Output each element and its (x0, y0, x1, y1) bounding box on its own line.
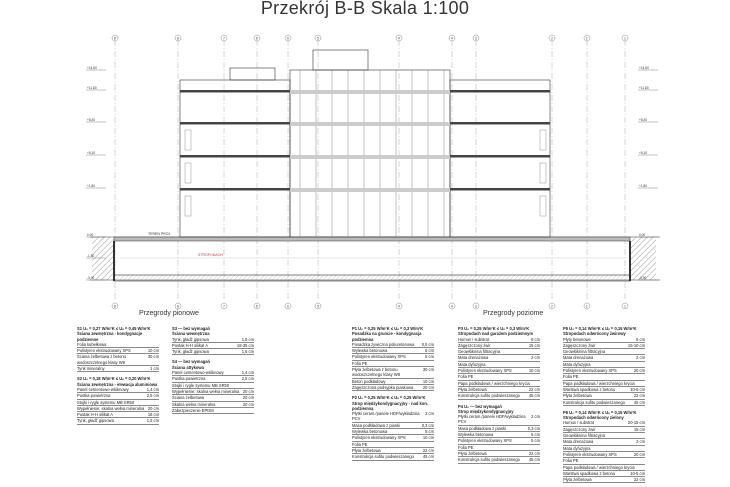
layer-thickness: 10 cm (528, 368, 540, 374)
partition-heading: Posadzka na gruncie - kondygnacja podziemna (352, 331, 422, 342)
axis-label: 4 (451, 36, 453, 41)
layer-name: Ściana żelbetowa z betonu wodoszczelnego klasy W8 (77, 354, 126, 365)
layer-thickness: 30 cm (147, 354, 159, 360)
layer-name: Płyta żelbetowa (458, 386, 487, 392)
floor-slabs (180, 90, 550, 191)
layer-thickness: 2,5 cm (146, 393, 159, 399)
axis-label: 8 (177, 36, 179, 41)
layer-name: Pustka powietrzna (77, 393, 111, 399)
layer-name: Tynk, gładź gipsowa (172, 349, 209, 355)
level-label: -3,90 (87, 276, 95, 280)
layer-name: Wylewka betonowa (352, 429, 388, 435)
layer-name: Płytki ceram./panele HDF/wykładzina PCV (352, 411, 420, 422)
axis-label: 7 (223, 304, 225, 309)
layer-name: Humus / substrat (563, 420, 594, 426)
layer-name: Folia PE (352, 360, 368, 366)
level-label: -3,90 (639, 276, 647, 280)
layer-name: Mata dyfuzyjna (458, 361, 486, 367)
layer-name: Masa podkładowa z pianki (352, 422, 401, 428)
partition-spec (352, 395, 434, 460)
soil-right (630, 237, 656, 280)
layer-thickness: 0,3 cm (527, 425, 540, 431)
partition-spec (172, 359, 254, 414)
axis-label: 1' (585, 36, 589, 41)
layer-name: Konstrukcja sufitu podwieszanego (563, 399, 625, 405)
level-label: +11,80 (639, 86, 649, 90)
layer-thickness: 2 cm (425, 411, 434, 417)
layer-name: Humus / substrat (458, 336, 489, 342)
layer-thickness: 15 cm (528, 342, 540, 348)
layer-thickness: 10-5 cm (630, 470, 645, 476)
axis-label: 6' (255, 304, 259, 309)
axis-label: 1 (624, 36, 626, 41)
layer-row (458, 393, 540, 399)
layer-name: Zagęszczony żwir (563, 426, 596, 432)
partition-heading: Stropodach odwrócony żwirowy (563, 331, 626, 337)
spec-column-1 (77, 326, 159, 429)
axis-label: 8' (113, 36, 117, 41)
layer-thickness: 2 cm (636, 439, 645, 445)
partition-spec (458, 404, 540, 464)
partition-heading: P2 U₀ = 0,25 W/m²K ≤ Uₙ = 0,25 W/m²K (352, 395, 426, 401)
atrium-bands (290, 90, 450, 192)
layer-name: Ściana żelbetowa (172, 395, 205, 401)
axis-label: 3 (475, 304, 477, 309)
layer-name: Masa podkładowa z pianki (458, 425, 507, 431)
partition-spec (458, 326, 540, 400)
layer-thickness: 1 cm (150, 366, 159, 372)
layer-name: Papa podkładowa / wierzchniego krycia (563, 380, 635, 386)
layer-name: Pustka powietrzna (172, 376, 206, 382)
layer-thickness: 5 cm (425, 348, 434, 354)
partition-heading: S2 U₀ = 0,18 W/m²K ≤ Uₙ = 0,20 W/m²K (77, 376, 151, 382)
layer-thickness: 2 cm (531, 414, 540, 420)
spec-column-3 (352, 326, 434, 465)
layer-thickness: 15 cm (633, 426, 645, 432)
layer-thickness: 20 cm (242, 395, 254, 401)
partition-spec (77, 376, 159, 424)
soil-left (92, 237, 114, 280)
layer-name: Stojki i rygle systemu MB SR50 (172, 382, 230, 388)
level-label: -1,80 (87, 254, 95, 258)
level-label: +8,40 (87, 118, 96, 122)
layer-thickness: 1,5 cm (241, 349, 254, 355)
partition-spec (352, 326, 434, 391)
level-label: +1,80 (87, 184, 96, 188)
spec-column-5 (563, 326, 645, 487)
partition-heading: Ściana zewnętrzna - kondygnacje podziemne (77, 331, 143, 342)
partition-heading: Stropodach nad garażem podziemnym (458, 331, 534, 337)
axis-label: 8 (177, 304, 179, 309)
horizontal-partitions-title: Przegrody poziome (483, 310, 544, 317)
layer-name: Beton podkładowy (352, 378, 386, 384)
layer-thickness: 18 cm (147, 412, 159, 418)
layer-thickness: 20 cm (242, 401, 254, 407)
layer-row (352, 367, 434, 379)
partition-heading: Ściana wewnętrzna (172, 331, 210, 337)
layer-name: Folia PE (458, 444, 474, 450)
layer-name: Posadzka żywiczna poliuretanowa (352, 341, 415, 347)
layer-thickness: 20 cm (147, 405, 159, 411)
layer-thickness: 22 cm (422, 447, 434, 453)
axis-label: 4' (397, 304, 401, 309)
level-label: +1,80 (639, 184, 648, 188)
partition-heading: P3 U₀ = 0,25 W/m²K ≤ Uₙ = 0,3 W/m²K (458, 326, 530, 331)
layer-name: Tynk, gładź gipsowa (77, 418, 114, 424)
level-label: 0,00 (639, 233, 646, 237)
layer-thickness: 5 cm (425, 429, 434, 435)
partition-spec (77, 326, 159, 372)
layer-name: Papa podkładowa / wierzchniego krycia (458, 380, 530, 386)
layer-name: Folia PE (352, 441, 368, 447)
layer-name: Płytki ceram./panele HDF/wykładzina PCV (458, 414, 526, 425)
layer-thickness: 22 cm (528, 386, 540, 392)
layer-row (352, 385, 434, 391)
layer-thickness: 45 cm (528, 393, 540, 399)
layer-row (563, 400, 645, 406)
layer-row (77, 418, 159, 424)
layer-name: Pustak H-H silikat A (172, 342, 208, 348)
layer-name: Zagęszczona podsypka piaskowa (352, 384, 414, 390)
layer-row (77, 366, 159, 372)
layer-thickness: 1,5 cm (241, 336, 254, 342)
partition-heading: P6 U₀ = 0,14 W/m²K ≤ Uₙ = 0,15 W/m²K (563, 409, 637, 415)
layer-thickness: 30 cm (422, 367, 434, 373)
layer-name: Folia PE (563, 458, 579, 464)
layer-row (458, 414, 540, 426)
layer-name: Tynk mineralny (77, 366, 105, 372)
layer-name: Wypełnienie: skalna wełna mineralna (77, 405, 145, 411)
partition-heading: P4 U₀ — bez wymagań (458, 403, 502, 409)
layer-name: Warstwa spadkowa z betonu (563, 470, 616, 476)
axis-label: 2 (551, 36, 553, 41)
axis-label: 6 (287, 304, 289, 309)
layer-thickness: 10 cm (422, 378, 434, 384)
layer-thickness: 1,4 cm (241, 370, 254, 376)
terrain-label: TEREN PROJ. (148, 232, 172, 236)
layer-row (172, 349, 254, 355)
layer-name: Konstrukcja sufitu podwieszanego (458, 457, 520, 463)
level-label: +14,60 (87, 66, 97, 70)
layer-thickness: 10 cm (147, 348, 159, 354)
axis-label: 8' (113, 304, 117, 309)
layer-row (77, 354, 159, 366)
axis-label: 6' (255, 36, 259, 41)
terrain (90, 237, 660, 280)
layer-name: Panel cementowo-włóknowy (172, 370, 224, 376)
axis-label: 3 (475, 36, 477, 41)
layer-name: Płyta żelbetowa (458, 450, 487, 456)
partition-heading: P1 U₀ = 0,25 W/m²K ≤ Uₙ = 0,3 W/m²K (352, 326, 424, 331)
vertical-partitions-title: Przegrody pionowe (139, 310, 199, 317)
layer-name: Papa podkładowa / wierzchniego krycia (563, 464, 635, 470)
layer-name: Płyta żelbetowa (563, 477, 592, 483)
layer-name: Mata dyfuzyjna (563, 445, 591, 451)
layer-thickness: 5 cm (531, 438, 540, 444)
axis-label: 2 (551, 304, 553, 309)
axis-label: 4 (451, 304, 453, 309)
layer-name: Polistyren ekstrudowany XPS (458, 368, 512, 374)
layer-thickness: 18-35 cm (236, 342, 254, 348)
layer-name: Folia PE (563, 374, 579, 380)
layer-name: Wylewka betonowa (352, 348, 388, 354)
partition-spec (172, 326, 254, 355)
axis-label: 7 (223, 36, 225, 41)
layer-thickness: 20 cm (633, 451, 645, 457)
layer-thickness: 5 cm (636, 336, 645, 342)
level-label: +14,60 (639, 66, 649, 70)
layer-name: Geowłóknina filtracyjna (563, 433, 606, 439)
axis-label: 5 (317, 304, 319, 309)
layer-name: Polistyren ekstrudowany XPS (563, 368, 617, 374)
layer-name: Płyta żelbetowa (352, 447, 381, 453)
axis-label: 6 (287, 36, 289, 41)
partition-heading: S3 — bez wymagań (172, 326, 210, 331)
layer-row (172, 408, 254, 414)
ground-slab (114, 237, 630, 241)
layer-name: Folia kubełkowa (77, 341, 107, 347)
level-label: +11,80 (87, 86, 97, 90)
layer-name: Konstrukcja sufitu podwieszanego (352, 454, 414, 460)
layer-name: Wylewka betonowa (458, 432, 494, 438)
layer-thickness: 20 cm (242, 388, 254, 394)
layer-thickness: 20-15 cm (627, 420, 645, 426)
layer-row (563, 477, 645, 483)
layer-name: Folia PE (458, 374, 474, 380)
layer-name: Warstwa spadkowa z betonu (563, 386, 616, 392)
layer-name: Geowłóknina filtracyjna (458, 349, 501, 355)
layer-thickness: 15-10 cm (627, 342, 645, 348)
layer-thickness: 2 cm (531, 355, 540, 361)
layer-thickness: 22 cm (633, 393, 645, 399)
partition-heading: Stropodach odwrócony zielony (563, 415, 624, 421)
layer-name: Skalna wełna mineralna (172, 401, 216, 407)
slab-label: STROPODACH (198, 253, 223, 257)
layer-thickness: 0,3 cm (421, 422, 434, 428)
layer-name: Mata drenażowa (458, 355, 489, 361)
layer-thickness: 1,5 cm (146, 418, 159, 424)
layer-name: Stojki i rygle systemu MB SR50 (77, 399, 135, 405)
layer-thickness: 20 cm (422, 384, 434, 390)
spec-column-2 (172, 326, 254, 418)
layer-thickness: 45 cm (528, 457, 540, 463)
layer-thickness: 5 cm (531, 432, 540, 438)
layer-name: Polistyren ekstrudowany XPS (77, 348, 131, 354)
level-label: +5,10 (639, 151, 648, 155)
section-drawing (0, 30, 730, 312)
layer-name: Płyta żelbetowa z betonu wodoszczelnego klasy W8 (352, 367, 401, 378)
layer-thickness: 45 cm (633, 399, 645, 405)
layer-name: Mata drenażowa (563, 439, 594, 445)
layer-name: Polistyren ekstrudowany XPS (352, 435, 406, 441)
layer-thickness: 10 cm (422, 435, 434, 441)
layer-name: Tynk, gładź gipsowa (172, 336, 209, 342)
partition-heading: Ściana attykowa (172, 364, 204, 370)
layer-name: Wypełnienie: skalna wełna mineralna (172, 388, 240, 394)
layer-thickness: 1,4 cm (146, 386, 159, 392)
layer-thickness: 5 cm (425, 354, 434, 360)
layer-row (352, 454, 434, 460)
partition-heading: Strop międzykondygnacyjny - nad kon. podziemną (352, 400, 428, 411)
level-label: +8,40 (639, 118, 648, 122)
layer-thickness: 2,5 cm (241, 376, 254, 382)
partition-spec (563, 410, 645, 484)
layer-name: Zagęszczony żwir (458, 342, 491, 348)
drawing-title: Przekrój B-B Skala 1:100 (260, 0, 470, 18)
layer-thickness: 10-5 cm (630, 386, 645, 392)
layer-name: Zabezpieczenie EPDM (172, 407, 214, 413)
layer-thickness: 45 cm (422, 454, 434, 460)
axis-label: 1 (624, 304, 626, 309)
layer-row (458, 457, 540, 463)
partition-heading: S4 — bez wymagań (172, 359, 210, 365)
spec-column-4 (458, 326, 540, 468)
layer-thickness: 22 cm (528, 450, 540, 456)
partition-spec (563, 326, 645, 406)
layer-row (352, 411, 434, 423)
layer-name: Mata drenażowa (563, 355, 594, 361)
axis-label: 4' (397, 36, 401, 41)
building (180, 50, 550, 237)
partition-heading: Ściana zewnętrzna - elewacja aluminiowa (77, 381, 158, 387)
level-label: +5,10 (87, 151, 96, 155)
partition-heading: S1 U₀ = 0,27 W/m²K ≤ Uₙ = 0,45 W/m²K (77, 326, 151, 331)
layer-name: Panel cementowo-włóknowy (77, 386, 129, 392)
axis-label: 1' (585, 304, 589, 309)
layer-name: Mata dyfuzyjna (563, 361, 591, 367)
layer-name: Konstrukcja sufitu podwieszanego (458, 393, 520, 399)
layer-thickness: 22 cm (633, 477, 645, 483)
level-label: 0,00 (87, 233, 94, 237)
layer-name: Płyty betonowe (563, 336, 591, 342)
axis-label: 5 (317, 36, 319, 41)
layer-thickness: 2 cm (636, 355, 645, 361)
layer-name: Polistyren ekstrudowany XPS (563, 451, 617, 457)
layer-name: Zagęszczony żwir (563, 342, 596, 348)
layer-name: Pustak H-H silikat A (77, 412, 113, 418)
layer-thickness: 20 cm (633, 368, 645, 374)
layer-name: Polistyren ekstrudowany XPS (458, 438, 512, 444)
partition-heading: P5 U₀ = 0,14 W/m²K ≤ Uₙ = 0,15 W/m²K (563, 326, 637, 331)
layer-name: Płyta żelbetowa (563, 393, 592, 399)
layer-name: Polistyren ekstrudowany XPS (352, 354, 406, 360)
layer-thickness: 0,5 cm (421, 341, 434, 347)
layer-thickness: 8 cm (531, 336, 540, 342)
layer-name: Geowłóknina filtracyjna (563, 349, 606, 355)
basement-slab (114, 275, 630, 281)
partition-heading: Strop międzykondygnacyjny (458, 408, 514, 414)
